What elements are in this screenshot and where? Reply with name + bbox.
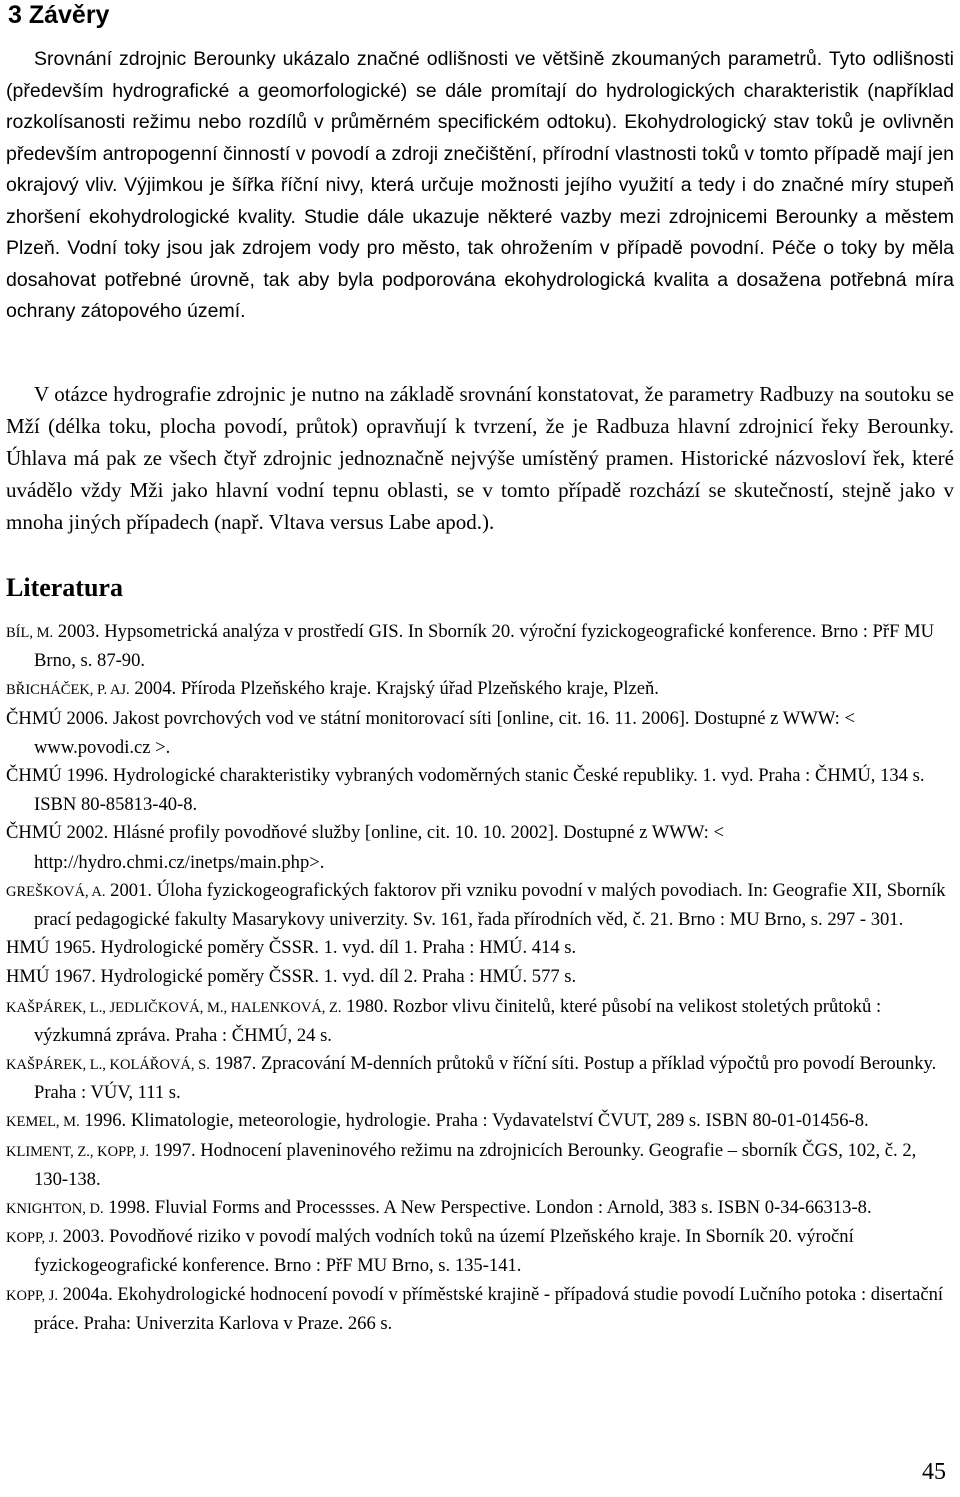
- reference-item: [6, 1107, 946, 1136]
- reference-text: HMÚ 1965. Hydrologické poměry ČSSR. 1. vyd. díl 1. Praha : HMÚ. 414 s.: [6, 937, 577, 959]
- section-heading: 3 Závěry: [8, 1, 110, 29]
- reference-item: [6, 762, 946, 819]
- reference-text: HMÚ 1967. Hydrologické poměry ČSSR. 1. vyd. díl 2. Praha : HMÚ. 577 s.: [6, 966, 577, 988]
- reference-item: [6, 1050, 946, 1107]
- reference-item: [6, 705, 946, 762]
- reference-item: [6, 1137, 946, 1194]
- reference-text: 1987. Zpracování M-denních průtoků v říční síti. Postup a příklad výpočtů pro povodí Berounky. Praha : VÚV, 111 s.: [34, 1053, 937, 1104]
- reference-author: KNIGHTON, D.: [6, 1201, 104, 1218]
- reference-item: [6, 1223, 946, 1280]
- reference-text: ČHMÚ 2006. Jakost povrchových vod ve státní monitorovací síti [online, cit. 16. 11. 2006]. Dostupné z WWW: < www.povodi.cz >.: [6, 707, 855, 758]
- reference-author: BŘICHÁČEK, P. AJ.: [6, 682, 130, 699]
- reference-text: 2004. Příroda Plzeňského kraje. Krajský úřad Plzeňského kraje, Plzeň.: [129, 678, 659, 700]
- reference-author: KAŠPÁREK, L., JEDLIČKOVÁ, M., HALENKOVÁ, Z.: [6, 999, 342, 1016]
- reference-text: ČHMÚ 1996. Hydrologické charakteristiky vybraných vodoměrných stanic České republiky. 1. vyd. Praha : ČHMÚ, 134 s. ISBN 80-85813-40-8.: [6, 765, 925, 816]
- reference-author: KLIMENT, Z., KOPP, J.: [6, 1143, 150, 1160]
- reference-author: GREŠKOVÁ, A.: [6, 883, 106, 900]
- reference-author: KOPP, J.: [6, 1287, 58, 1304]
- reference-item: [6, 618, 946, 675]
- reference-item: [6, 877, 946, 934]
- reference-item: [6, 993, 946, 1050]
- reference-item: [6, 1194, 946, 1223]
- reference-text: 2003. Povodňové riziko v povodí malých vodních toků na území Plzeňského kraje. In Sborník 20. výroční fyzickogeografické konference. Brno : PřF MU Brno, s. 135-141.: [34, 1226, 854, 1277]
- reference-text: 1997. Hodnocení plaveninového režimu na zdrojnicích Berounky. Geografie – sborník ČGS, 102, č. 2, 130-138.: [34, 1139, 917, 1190]
- reference-list: [6, 618, 946, 1338]
- conclusion-paragraph-1: Srovnání zdrojnic Berounky ukázalo značné odlišnosti ve většině zkoumaných parametrů. Tyto odlišnosti (především hydrografické a geomorfologické) se dále promítají do hydrologických charakteristik (například rozkolísanosti režimu nebo rozdílů v průměrném specifickém odtoku). Ekohydrologický stav toků je ovlivněn především antropogenní činností v povodí a zdroji znečištění, přírodní vlastnosti toků v tomto případě mají jen okrajový vliv. Výjimkou je šířka říční nivy, která určuje možnosti jejího využití a tedy i do značné míry stupeň zhoršení ekohydrologické kvality. Studie dále ukazuje některé vazby mezi zdrojnicemi Berounky a městem Plzeň. Vodní toky jsou jak zdrojem vody pro město, tak ohrožením v případě povodní. Péče o toky by měla dosahovat potřebné úrovně, tak aby byla podporována ekohydrologická kvalita a dosažena potřebná míra ochrany zátopového území.: [6, 48, 954, 322]
- reference-item: [6, 963, 946, 992]
- reference-item: [6, 934, 946, 963]
- reference-text: 2003. Hypsometrická analýza v prostředí GIS. In Sborník 20. výroční fyzickogeografické konference. Brno : PřF MU Brno, s. 87-90.: [34, 621, 935, 672]
- reference-author: KOPP, J.: [6, 1230, 58, 1247]
- reference-author: BÍL, M.: [6, 625, 54, 641]
- reference-text: 1996. Klimatologie, meteorologie, hydrologie. Praha : Vydavatelství ČVUT, 289 s. ISBN 80-01-01456-8.: [79, 1110, 869, 1132]
- reference-item: [6, 819, 946, 876]
- reference-author: KAŠPÁREK, L., KOLÁŘOVÁ, S.: [6, 1057, 210, 1074]
- reference-text: ČHMÚ 2002. Hlásné profily povodňové služby [online, cit. 10. 10. 2002]. Dostupné z WWW: < http://hydro.chmi.cz/inetps/main.php>.: [6, 822, 724, 873]
- page-number: 45: [922, 1459, 946, 1485]
- reference-text: 1998. Fluvial Forms and Processses. A New Perspective. London : Arnold, 383 s. ISBN 0-34-66313-8.: [103, 1197, 872, 1219]
- conclusion-paragraph-2: V otázce hydrografie zdrojnic je nutno na základě srovnání konstatovat, že parametry Radbuzy na soutoku se Mží (délka toku, plocha povodí, průtok) opravňují k tvrzení, že je Radbuza hlavní zdrojnicí řeky Berounky. Úhlava má pak ze všech čtyř zdrojnic jednoznačně nejvýše umístěný pramen. Historické názvosloví řek, které uvádělo vždy Mži jako hlavní vodní tepnu oblasti, se v tomto případě rozchází se skutečností, stejně jako v mnoha jiných případech (např. Vltava versus Labe apod.).: [6, 382, 954, 534]
- reference-author: KEMEL, M.: [6, 1114, 80, 1131]
- reference-text: 1980. Rozbor vlivu činitelů, které působí na velikost stoletých průtoků : výzkumná zpráva. Praha : ČHMÚ, 24 s.: [34, 995, 882, 1046]
- literature-heading: Literatura: [6, 573, 123, 602]
- reference-item: [6, 675, 946, 704]
- reference-text: 2001. Úloha fyzickogeografických faktorov při vzniku povodní v malých povodiach. In: Geografie XII, Sborník prací pedagogické fakulty Masarykovy univerzity. Sv. 161, řada přírodních věd, č. 21. Brno : MU Brno, s. 297 - 301.: [34, 879, 946, 931]
- reference-item: [6, 1281, 946, 1338]
- reference-text: 2004a. Ekohydrologické hodnocení povodí v příměstské krajině - případová studie povodí Lučního potoka : disertační práce. Praha: Univerzita Karlova v Praze. 266 s.: [34, 1283, 944, 1334]
